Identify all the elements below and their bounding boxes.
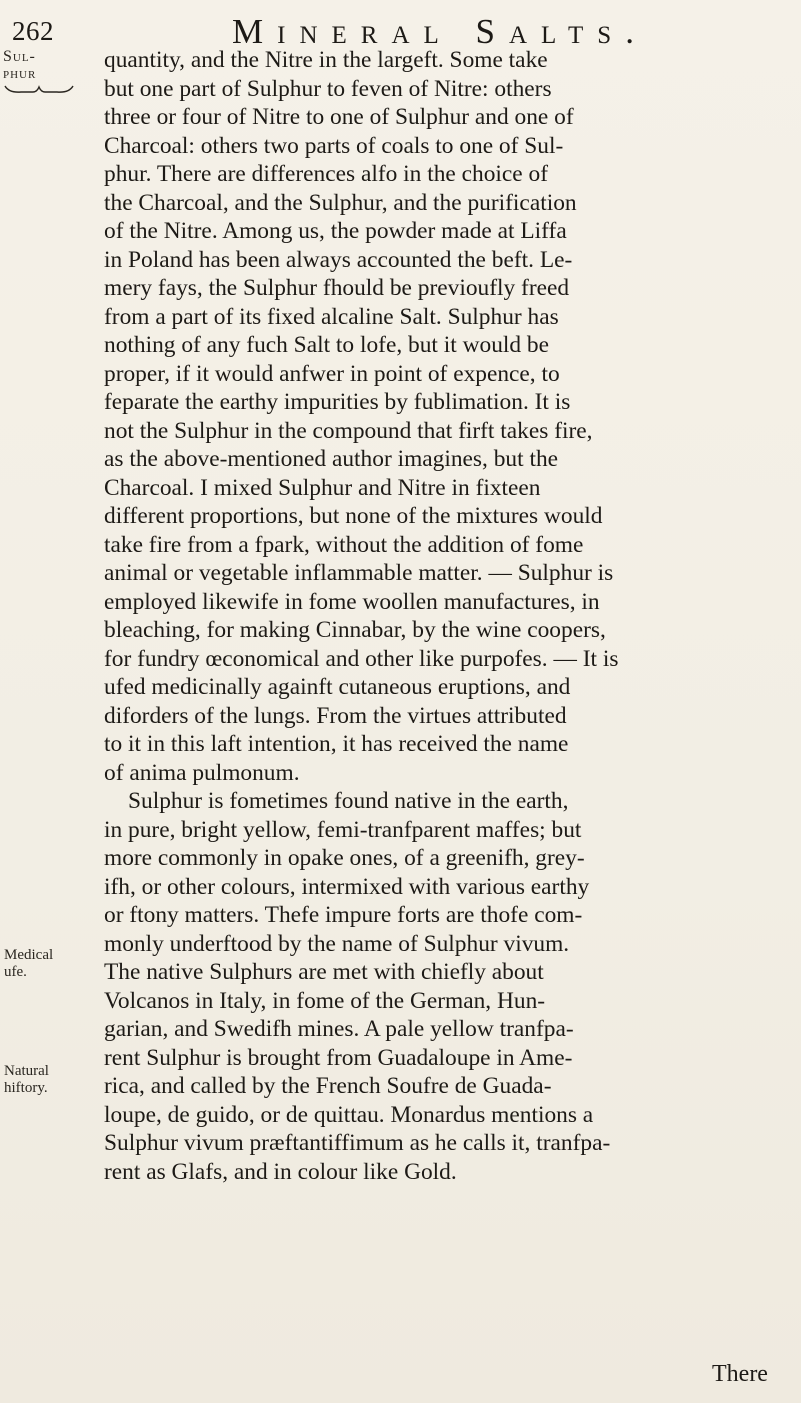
- text-line: Charcoal: others two parts of coals to one of Sul-: [104, 132, 564, 159]
- margin-note-natural: [4, 1063, 49, 1097]
- text-line: loupe, de guido, or de quittau. Monardus mentions a: [104, 1101, 594, 1128]
- text-line: employed likewife in fome woollen manufactures, in: [104, 588, 600, 615]
- text-line: proper, if it would anfwer in point of expence, to: [104, 360, 560, 387]
- text-line: The native Sulphurs are met with chiefly about: [104, 959, 544, 985]
- text-line: mery fays, the Sulphur fhould be previoufly freed: [104, 275, 570, 301]
- margin-note-line: phur: [3, 65, 37, 82]
- text-line: Volcanos in Italy, in fome of the German, Hun-: [104, 987, 546, 1014]
- text-line: more commonly in opake ones, of a greenifh, grey-: [104, 845, 585, 871]
- text-line: Sulphur is fometimes found native in the earth,: [128, 788, 569, 814]
- body-text: [104, 46, 764, 1186]
- text-line: not the Sulphur in the compound that firft takes fire,: [104, 417, 593, 444]
- text-line: diforders of the lungs. From the virtues attributed: [104, 702, 567, 729]
- margin-note-sulphur: [3, 48, 75, 94]
- running-title: Mineral Salts.: [232, 12, 648, 51]
- text-line: feparate the earthy impurities by fublimation. It is: [104, 389, 571, 415]
- running-head: [0, 10, 801, 50]
- text-line: take fire from a fpark, without the addition of fome: [104, 531, 584, 558]
- text-line: in pure, bright yellow, femi-tranfparent maffes; but: [104, 816, 582, 843]
- margin-note-line: hiftory.: [4, 1080, 48, 1096]
- text-line: nothing of any fuch Salt to lofe, but it would be: [104, 332, 550, 358]
- margin-note-line: Medical: [4, 947, 54, 963]
- text-line: three or four of Nitre to one of Sulphur and one of: [104, 104, 574, 130]
- text-line: of anima pulmonum.: [104, 759, 300, 786]
- text-line: rica, and called by the French Soufre de Guada-: [104, 1073, 552, 1099]
- text-line: Charcoal. I mixed Sulphur and Nitre in fixteen: [104, 474, 541, 501]
- page-number: 262: [12, 16, 54, 46]
- text-line: animal or vegetable inflammable matter. — Sulphur is: [104, 560, 614, 586]
- text-line: for fundry œconomical and other like purpofes. — It is: [104, 645, 619, 672]
- text-line: ifh, or other colours, intermixed with various earthy: [104, 873, 590, 900]
- text-line: different proportions, but none of the mixtures would: [104, 503, 603, 529]
- text-line: phur. There are differences alfo in the choice of: [104, 161, 548, 187]
- text-line: Sulphur vivum præftantiffimum as he calls it, tranfpa-: [104, 1130, 611, 1156]
- text-line: the Charcoal, and the Sulphur, and the purification: [104, 189, 577, 216]
- margin-note-medical: [4, 947, 53, 981]
- catchword: There: [712, 1361, 768, 1387]
- text-line: from a part of its fixed alcaline Salt. Sulphur has: [104, 303, 559, 330]
- text-line: rent as Glafs, and in colour like Gold.: [104, 1158, 457, 1185]
- text-line: to it in this laft intention, it has received the name: [104, 731, 569, 757]
- text-line: in Poland has been always accounted the beft. Le-: [104, 246, 573, 273]
- margin-note-line: Sul-: [3, 48, 36, 65]
- text-line: of the Nitre. Among us, the powder made at Liffa: [104, 218, 567, 244]
- text-line: monly underftood by the name of Sulphur vivum.: [104, 930, 570, 957]
- text-line: garian, and Swedifh mines. A pale yellow tranfpa-: [104, 1016, 574, 1042]
- brace-icon: [3, 84, 75, 94]
- text-line: as the above-mentioned author imagines, but the: [104, 446, 559, 472]
- text-line: quantity, and the Nitre in the largeft. Some take: [104, 47, 548, 73]
- text-line: or ftony matters. Thefe impure forts are thofe com-: [104, 902, 583, 928]
- text-line: bleaching, for making Cinnabar, by the wine coopers,: [104, 617, 606, 643]
- margin-note-line: ufe.: [4, 964, 27, 980]
- text-line: rent Sulphur is brought from Guadaloupe in Ame-: [104, 1044, 573, 1071]
- text-line: but one part of Sulphur to feven of Nitre: others: [104, 75, 552, 102]
- margin-note-line: Natural: [4, 1063, 49, 1079]
- text-line: ufed medicinally againft cutaneous eruptions, and: [104, 674, 571, 700]
